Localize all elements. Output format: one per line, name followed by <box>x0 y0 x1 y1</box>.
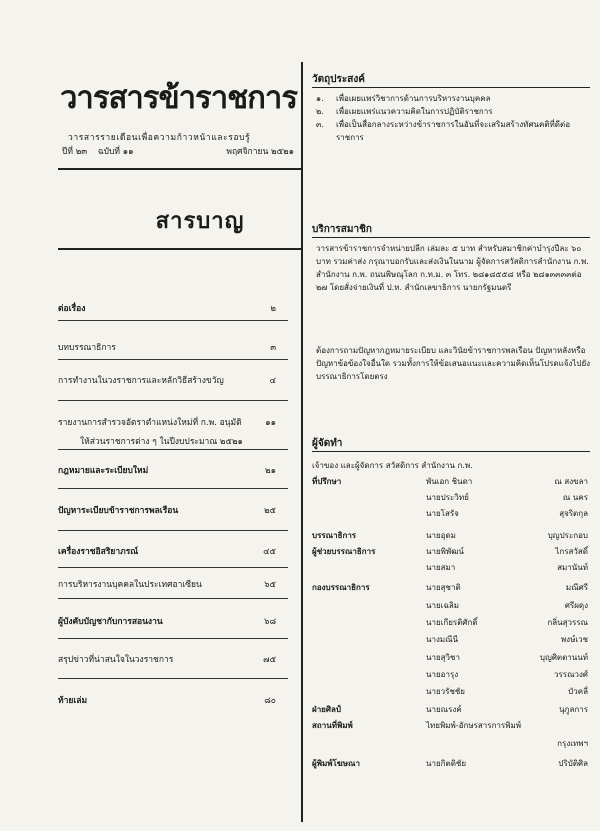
toc-divider <box>58 598 288 599</box>
toc-item[interactable] <box>58 504 276 523</box>
toc-item[interactable] <box>58 416 276 449</box>
membership-heading: บริการสมาชิก <box>312 224 372 235</box>
staff-last-name: สุจริตกุล <box>559 509 588 518</box>
staff-first-name: นางมณีนี <box>426 635 459 644</box>
toc-item-page: ๘๐ <box>264 696 276 706</box>
toc-item[interactable] <box>58 374 276 393</box>
issue-date: พฤศจิกายน ๒๕๒๑ <box>226 147 294 157</box>
toc-item-title: กฎหมายและระเบียบใหม่ <box>58 466 149 476</box>
toc-item-title-continued: ให้ส่วนราชการต่าง ๆ ในปีงบประมาณ ๒๕๒๑ <box>80 437 243 447</box>
objective-text: เพื่อเผยแพร่แนวความคิดในการปฏิบัติราชการ <box>336 107 493 116</box>
toc-divider <box>58 567 288 568</box>
staff-first-name: นายสุชาติ <box>426 583 461 592</box>
staff-last-name: กรุงเทพฯ <box>557 739 588 748</box>
staff-row <box>312 738 588 752</box>
toc-divider <box>58 678 288 679</box>
staff-first-name: นายอุดม <box>426 531 456 540</box>
membership-info: วารสารข้าราชการจำหน่ายปลีก เล่มละ ๕ บาท สำหรับสมาชิกค่าบำรุงปีละ ๖๐ บาท รวมค่าส่ง กรุณาบอกรับและส่งเงินในนาม ผู้จัดการสวัสดิการสำนักงาน ก.พ. สำนักงาน ก.พ. ถนนพิษณุโลก ก.ท.ม. ๓ โทร. ๒๘๑๘๕๕๘ หรือ ๒๘๑๓๓๓๓ต่อ ๒๗ โดยสั่งจ่ายเงินที่ ป.ท. สำนักเลขาธิการ นายกรัฐมนตรี <box>316 244 589 292</box>
staff-last-name: ปริบัติศิล <box>558 759 588 768</box>
toc-divider <box>58 638 288 639</box>
staff-row <box>312 758 588 772</box>
staff-row <box>312 704 588 718</box>
toc-item-title: รายงานการสำรวจอัตราตำแหน่งใหม่ที่ ก.พ. อนุมัติ <box>58 418 242 428</box>
toc-item-title: เครื่องราชอิสริยาภรณ์ <box>58 547 139 557</box>
toc-divider <box>58 400 288 401</box>
toc-divider <box>58 488 288 489</box>
staff-last-name: ณ สงขลา <box>554 477 588 486</box>
toc-item-page: ๒๑ <box>265 466 276 476</box>
toc-item[interactable] <box>58 578 276 597</box>
objective-item <box>316 92 592 105</box>
toc-item-page: ๗๕ <box>263 655 276 665</box>
staff-row <box>312 617 588 631</box>
toc-item[interactable] <box>58 653 276 672</box>
staff-role: ที่ปรึกษา <box>312 477 342 486</box>
toc-item-title: ผู้บังคับบัญชากับการสอนงาน <box>58 617 163 627</box>
staff-last-name: พงษ์เวช <box>560 635 588 644</box>
staff-role: ผู้ช่วยบรรณาธิการ <box>312 547 376 556</box>
masthead-title: วารสารข้าราชการ <box>60 80 297 116</box>
staff-row <box>312 582 588 596</box>
staff-last-name: มณีศรี <box>565 583 588 592</box>
staff-first-name: นายพิพัฒน์ <box>426 547 464 556</box>
toc-item-page: ๒๕ <box>263 506 276 516</box>
toc-item[interactable] <box>58 694 276 713</box>
objective-number: ๓. <box>316 120 325 129</box>
toc-item-title: บทบรรณาธิการ <box>58 343 116 353</box>
staff-owner <box>312 460 588 474</box>
staff-row <box>312 686 588 700</box>
objectives-list <box>316 92 592 144</box>
objective-item <box>316 105 592 118</box>
toc-item[interactable] <box>58 464 276 483</box>
toc-item-title: ต่อเรื่อง <box>58 304 86 314</box>
staff-first-name: นายเฉลิม <box>426 601 460 610</box>
toc-item-page: ๔ <box>269 376 276 386</box>
toc-item[interactable] <box>58 341 276 360</box>
toc-item-title: สรุปข่าวที่น่าสนใจในวงราชการ <box>58 655 174 665</box>
staff-first-name: นายเกียรติศักดิ์ <box>426 618 478 627</box>
membership-questions: ต้องการถามปัญหากฎหมายระเบียบ และวินัยข้าราชการพลเรือน ปัญหาหลังหรือปัญหาข้อข้องใจอื่นใด รวมทั้งการให้ข้อเสนอแนะและความคิดเห็นโปรดแจ้งไปยังบรรณาธิการโดยตรง <box>316 346 591 381</box>
toc-item-title: การทำงานในวงราชการและหลักวิธีสร้างขวัญ <box>58 376 224 386</box>
objectives-rule <box>312 87 590 88</box>
issue-year: ปีที่ ๒๓ <box>62 147 88 157</box>
objective-item <box>316 118 592 144</box>
staff-first-name: นายวรัชชัย <box>426 687 465 696</box>
toc-item[interactable] <box>58 615 276 634</box>
staff-row <box>312 546 588 560</box>
staff-last-name: บุญประกอบ <box>547 531 588 540</box>
staff-role: ผู้พิมพ์โฆษณา <box>312 759 360 768</box>
staff-row <box>312 530 588 544</box>
staff-row <box>312 562 588 576</box>
objective-number: ๑. <box>316 94 324 103</box>
staff-heading: ผู้จัดทำ <box>312 438 343 449</box>
staff-first-name: ไทยพิมพ์-อักษรสารการพิมพ์ <box>426 721 522 730</box>
masthead-subtitle: วารสารรายเดือนเพื่อความก้าวหน้าและรอบรู้ <box>68 133 251 143</box>
toc-item-page: ๒ <box>270 304 276 314</box>
staff-last-name: บุญศิตตานนท์ <box>539 653 588 662</box>
objective-number: ๒. <box>316 107 324 116</box>
staff-first-name: พันเอก ชินดา <box>426 477 473 486</box>
staff-row <box>312 600 588 614</box>
staff-last-name: วรรณวงศ์ <box>554 670 588 679</box>
staff-owner-text: เจ้าของ และผู้จัดการ สวัสดิการ สำนักงาน ก.พ. <box>312 461 473 470</box>
issue-number: ฉบับที่ ๑๑ <box>97 147 134 157</box>
column-divider <box>301 62 303 822</box>
membership-rule <box>312 237 590 238</box>
staff-first-name: นายโสรัจ <box>426 509 459 518</box>
toc-item-title: การบริหารงานบุคคลในประเทศอาเซียน <box>58 580 202 590</box>
staff-role: สถานที่พิมพ์ <box>312 721 353 730</box>
staff-first-name: นายประวิทย์ <box>426 493 469 502</box>
toc-item-page: ๖๕ <box>264 580 276 590</box>
toc-item-page: ๖๘ <box>264 617 276 627</box>
toc-item-page: ๔๕ <box>263 547 276 557</box>
toc-item-title: ปัญหาระเบียบข้าราชการพลเรือน <box>58 506 179 516</box>
toc-item-page: ๓ <box>270 343 276 353</box>
staff-row <box>312 508 588 522</box>
staff-row <box>312 476 588 490</box>
toc-divider <box>58 449 288 450</box>
toc-item-page: ๑๑ <box>265 418 276 428</box>
staff-role: กองบรรณาธิการ <box>312 583 370 592</box>
toc-divider <box>58 359 288 360</box>
toc-divider <box>58 530 288 531</box>
staff-last-name: ณ นคร <box>562 493 588 502</box>
staff-role: ฝ่ายศิลป์ <box>312 705 341 714</box>
staff-row <box>312 720 588 734</box>
staff-first-name: นายสุวิชา <box>426 653 460 662</box>
staff-role: บรรณาธิการ <box>312 531 357 540</box>
staff-last-name: ศรีผดุง <box>564 601 588 610</box>
objective-text: เพื่อเผยแพร่วิชาการด้านการบริหารงานบุคคล <box>336 94 491 103</box>
staff-last-name: ไกรสวัสดิ์ <box>555 547 588 556</box>
masthead-rule <box>58 168 302 170</box>
staff-last-name: บัวคลี่ <box>568 687 588 696</box>
staff-row <box>312 652 588 666</box>
staff-row <box>312 634 588 648</box>
contents-title: สารบาญ <box>155 209 245 234</box>
staff-rule <box>312 451 590 452</box>
staff-last-name: สมานันท์ <box>557 563 588 572</box>
staff-row <box>312 492 588 506</box>
issue-line <box>62 144 298 158</box>
contents-title-rule <box>58 248 302 250</box>
staff-last-name: กลิ่นสุวรรณ <box>547 618 588 627</box>
toc-item-title: ท้ายเล่ม <box>58 696 88 706</box>
toc-item[interactable] <box>58 545 276 564</box>
toc-item[interactable] <box>58 302 276 321</box>
staff-row <box>312 669 588 683</box>
staff-first-name: นายสมา <box>426 563 456 572</box>
toc-divider <box>58 320 288 321</box>
staff-first-name: นายณรงค์ <box>426 705 462 714</box>
objectives-heading: วัตถุประสงค์ <box>312 74 365 85</box>
staff-first-name: นายกิตติชัย <box>426 759 466 768</box>
objective-text: เพื่อเป็นสื่อกลางระหว่างข้าราชการในอันที่จะเสริมสร้างทัศนคติที่ดีต่อราชการ <box>336 120 571 142</box>
staff-first-name: นายอารุง <box>426 670 459 679</box>
staff-last-name: นุกูลการ <box>559 705 588 714</box>
